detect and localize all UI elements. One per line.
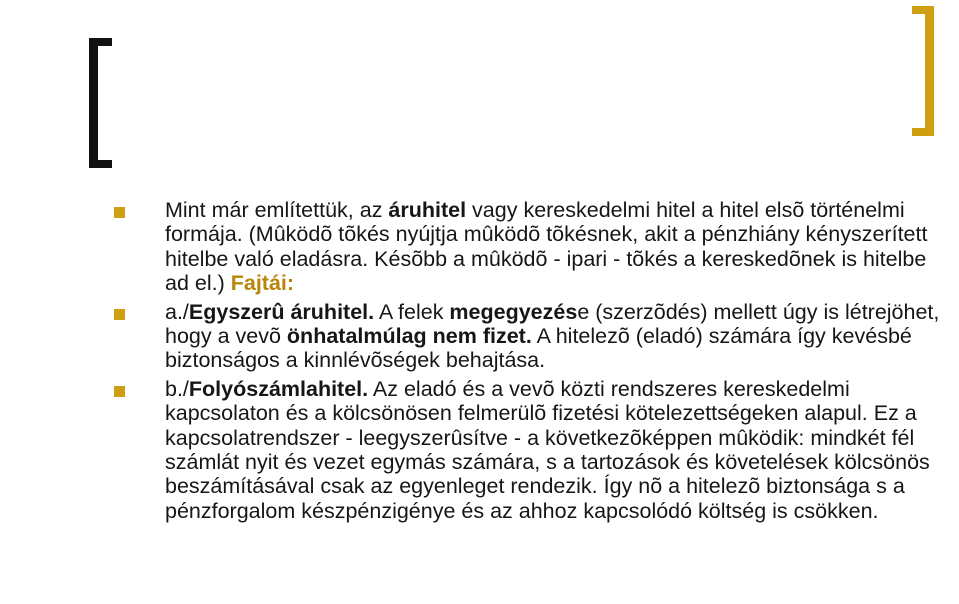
term-egyszeru-aruhitel: Egyszerû áruhitel. [188, 299, 375, 324]
term-onhatalmulag: önhatalmúlag nem fizet. [286, 324, 532, 349]
square-bullet-icon [114, 207, 125, 218]
paragraph-text: A hitelezõ (eladó) számára így kevésbé biztonságos a kinnlévõségek behajtása. [165, 324, 912, 373]
bullet-paragraph-current-account [0, 377, 959, 523]
left-bracket-decoration [89, 38, 112, 168]
bullet-paragraph-simple-credit [0, 300, 959, 373]
paragraph-text: e (szerzõdés) mellett úgy is létrejöhet, hogy a vevõ [165, 299, 940, 349]
list-marker-text: b./ [165, 376, 189, 401]
term-aruhitel: áruhitel [388, 198, 467, 222]
term-megegyezes: megegyezés [449, 299, 578, 324]
list-marker-text: a./ [165, 299, 189, 324]
paragraph-text: Az eladó és a vevõ közti rendszeres kereskedelmi kapcsolaton és a kölcsönösen felmerülõ fizetési kötelezettségeken alapul. Ez a kapcsolatrendszer - leegyszerûsítve - a következõképpen mûködik: mindkét fél számlát nyit és vezet egymás számára, s a tartozások és követelések kölcsönös beszámításával csak az egyenleget rendezik. Így nõ a hitelezõ biztonsága s a pénzforgalom készpénzigénye és az ahhoz kapcsolódó költség is csökken. [165, 376, 930, 523]
bullet-paragraph-intro [0, 198, 959, 296]
right-bracket-decoration [912, 6, 934, 136]
square-bullet-icon [114, 386, 125, 397]
term-folyoszamlahitel: Folyószámlahitel. [188, 376, 369, 401]
paragraph-text: A felek [374, 299, 450, 324]
paragraph-text: Mint már említettük, az [165, 198, 389, 222]
paragraph-text: vagy kereskedelmi hitel a hitel elsõ történelmi formája. (Mûködõ tõkés nyújtja mûködõ tõkésnek, akit a pénzhiány kényszerített hitelbe való eladásra. Késõbb a mûködõ - ipari - tõkés a kereskedõnek is hitelbe ad el.) [165, 198, 928, 296]
types-heading: Fajtái: [230, 271, 295, 296]
slide-content [0, 198, 959, 523]
square-bullet-icon [114, 309, 125, 320]
